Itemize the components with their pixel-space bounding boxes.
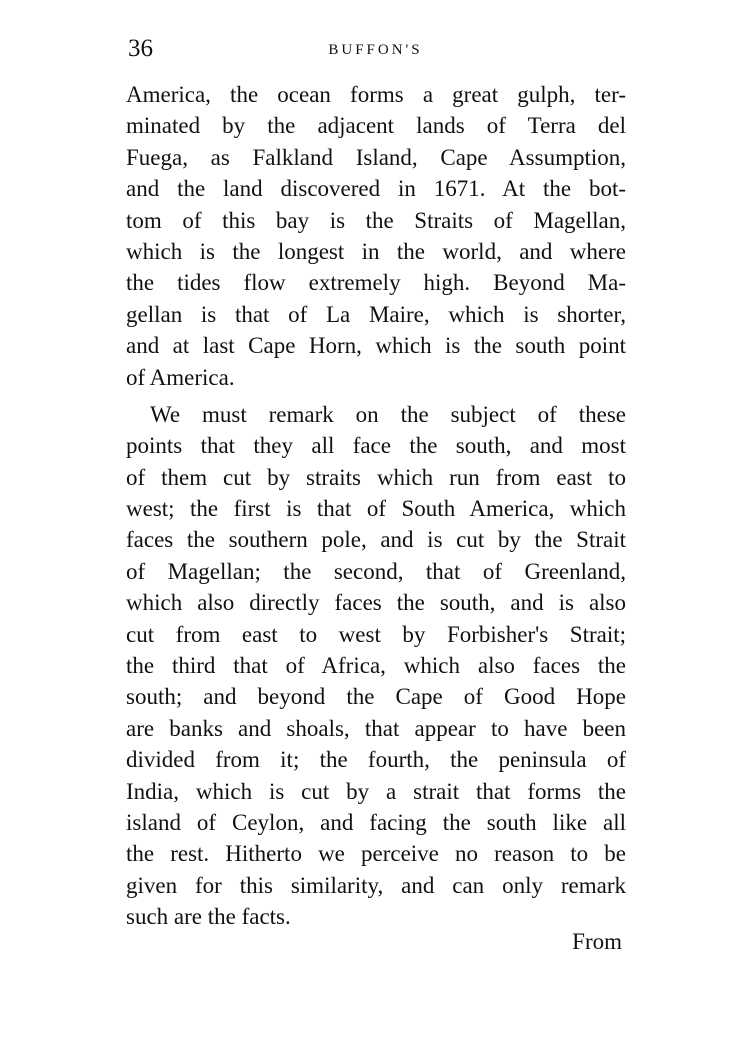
page-header	[128, 34, 623, 68]
text-line: and the land discovered in 1671. At the bot-	[126, 176, 626, 202]
text-line: cut from east to west by Forbisher's Strait;	[126, 621, 626, 647]
text-line: are banks and shoals, that appear to have been	[126, 715, 626, 741]
running-head: BUFFON'S	[328, 42, 423, 58]
text-line: south; and beyond the Cape of Good Hope	[126, 684, 626, 710]
page-number: 36	[128, 35, 153, 62]
text-line: points that they all face the south, and most	[126, 433, 626, 459]
text-line: which also directly faces the south, and is also	[126, 590, 626, 616]
text-line: tom of this bay is the Straits of Magellan,	[126, 207, 626, 233]
text-line: west; the first is that of South America, which	[126, 496, 626, 522]
text-line: faces the southern pole, and is cut by the Strait	[126, 527, 626, 553]
text-line: of them cut by straits which run from east to	[126, 464, 626, 490]
text-line: given for this similarity, and can only remark	[126, 872, 626, 898]
text-line: island of Ceylon, and facing the south like all	[126, 809, 626, 835]
body-text	[126, 79, 626, 933]
text-line: of America.	[126, 364, 235, 390]
text-line: the third that of Africa, which also faces the	[126, 653, 626, 679]
paragraph-1	[126, 79, 626, 393]
text-line: minated by the adjacent lands of Terra del	[126, 113, 626, 139]
text-line: such are the facts.	[126, 904, 291, 930]
text-line: the tides flow extremely high. Beyond Ma-	[126, 270, 626, 296]
text-line: of Magellan; the second, that of Greenland,	[126, 558, 626, 584]
text-line: America, the ocean forms a great gulph, ter-	[126, 82, 626, 107]
catchword: From	[572, 929, 622, 954]
text-line: Fuega, as Falkland Island, Cape Assumption,	[126, 144, 626, 170]
text-line: gellan is that of La Maire, which is shorter,	[126, 301, 626, 327]
text-line: India, which is cut by a strait that forms the	[126, 778, 626, 804]
paragraph-2	[126, 399, 626, 933]
text-line: which is the longest in the world, and where	[126, 238, 626, 264]
text-line: We must remark on the subject of these	[150, 401, 626, 427]
text-line: and at last Cape Horn, which is the south point	[126, 333, 626, 359]
text-line: divided from it; the fourth, the peninsula of	[126, 747, 626, 773]
text-line: the rest. Hitherto we perceive no reason to be	[126, 841, 626, 867]
